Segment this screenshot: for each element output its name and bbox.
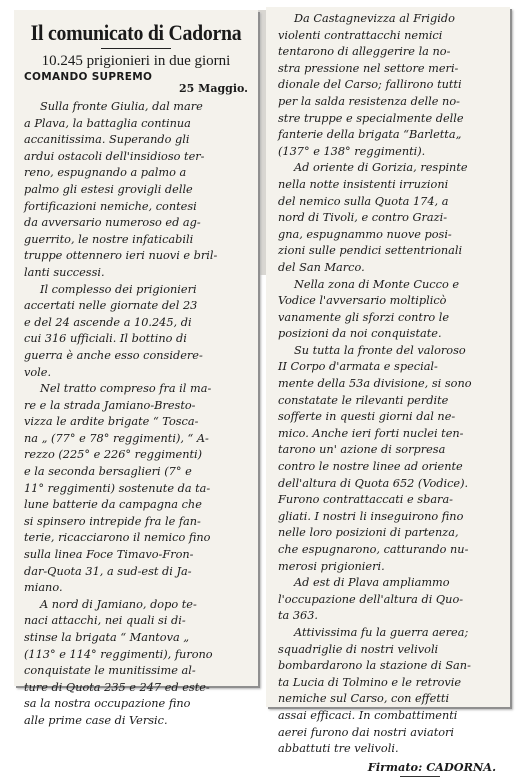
text-line: constatate le rilevanti perdite [278,393,449,407]
text-line: Su tutta la fronte del valoroso [294,343,466,357]
text-line: e la seconda bersaglieri (7° e [24,465,192,479]
text-line: A nord di Jamiano, dopo te- [40,597,197,611]
text-line: merosi prigionieri. [278,559,385,573]
text-line: Sulla fronte Giulia, dal mare [40,100,203,113]
text-line: e del 24 ascende a 10.245, di [24,315,192,329]
text-line: dionale del Carso; fallirono tutti [278,78,462,92]
text-line: fortificazioni nemiche, contesi [24,199,197,213]
text-line: alle prime case di Versic. [24,713,168,727]
text-line: fanterie della brigata “Barletta„ [278,128,462,142]
text-line: nemiche sul Carso, con effetti [278,692,450,706]
paragraph [14,597,258,730]
text-line: mico. Anche ieri forti nuclei ten- [278,426,464,440]
text-line: accertati nelle giornate del 23 [24,299,198,313]
text-line: lune batterie da campagna che [24,498,202,512]
text-line: tarono un' azione di sorpresa [278,443,446,457]
text-line: posizioni da noi conquistate. [278,327,442,341]
text-line: truppe ottennero ieri nuovi e bril- [24,249,218,263]
text-line: Da Castagnevizza al Frigido [294,12,455,25]
text-line: lanti successi. [24,265,105,279]
text-line: guerrito, le nostre infaticabili [24,232,194,246]
text-line: ture di Quota 235 e 247 ed este- [24,680,210,694]
text-line: vizza le ardite brigate “ Tosca- [24,415,199,429]
text-line: del San Marco. [278,260,365,274]
text-line: zioni sulle pendici settentrionali [278,244,463,258]
text-line: da avversario numeroso ed ag- [24,216,201,230]
text-line: Attivissima fu la guerra aerea; [294,625,469,639]
text-line: ta 363. [278,609,319,623]
text-line: accanitissima. Superando gli [24,133,190,147]
clipping-edge [258,10,266,275]
text-line: Furono contrattaccati e sbara- [278,493,454,507]
text-line: vanamente gli sforzi contro le [278,310,450,324]
text-line: stre truppe e specialmente delle [278,111,464,125]
paragraph [266,11,510,160]
text-line: 11° reggimenti) sostenute da ta- [24,481,211,495]
text-line: re e la strada Jamiano-Bresto- [24,398,196,412]
text-line: abbattuti tre velivoli. [278,742,399,756]
text-line: na „ (77° e 78° reggimenti), “ A- [24,431,209,445]
text-line: tentarono di alleggerire la no- [278,45,451,59]
text-line: stinse la brigata “ Mantova „ [24,631,190,644]
text-line: violenti contrattacchi nemici [278,28,443,42]
text-line: ardui ostacoli dell'insidioso ter- [24,149,205,163]
text-line: si spinsero intrepide fra le fan- [24,514,201,528]
text-line: vole. [24,365,52,379]
text-line: palmo gli estesi grovigli delle [24,182,193,196]
text-line: sa la nostra occupazione fino [24,697,191,711]
text-line: (113° e 114° reggimenti), furono [24,647,213,661]
text-line: gliati. I nostri li inseguirono fino [278,509,464,523]
text-line: dell'altura di Quota 652 (Vodice). [278,476,469,490]
text-line: stra pressione nel settore meri- [278,61,459,75]
text-line: dar-Quota 31, a sud-est di Ja- [24,564,192,578]
section-heading: COMANDO SUPREMO [24,71,153,83]
text-line: nella notte insistenti irruzioni [278,177,449,191]
text-line: aerei furono dai nostri aviatori [278,725,455,739]
text-line: ta Lucia di Tolmino e le retrovie [278,675,462,689]
text-line: che espugnarono, catturando nu- [278,543,469,556]
text-line: naci attacchi, nei quali si di- [24,614,186,628]
text-line: sofferte in questi giorni dal ne- [278,410,456,424]
text-line: nelle loro posizioni di partenza, [278,526,459,540]
text-line: del nemico sulla Quota 174, a [278,194,449,208]
paragraph [14,381,258,597]
text-line: assai efficaci. In combattimenti [278,708,458,722]
text-line: (137° e 138° reggimenti). [278,144,426,158]
signature: Firmato: CADORNA. [367,759,496,774]
text-line: a Plava, la battaglia continua [24,116,191,130]
paragraph [14,282,258,382]
paragraph [266,160,510,276]
text-line: rezzo (225° e 226° reggimenti) [24,448,203,462]
text-line: II Corpo d'armata e special- [278,360,438,374]
article-subtitle: 10.245 prigionieri in due giorni [41,53,231,69]
paragraph [266,575,510,625]
text-line: guerra è anche esso considere- [24,348,203,362]
text-line: conquistate le munitissime al- [24,664,196,678]
text-line: l'occupazione dell'altura di Quo- [278,592,464,606]
text-line: sulla linea Foce Timavo-Fron- [24,548,194,562]
dateline: 25 Maggio. [179,82,248,95]
text-line: mente della 53a divisione, si sono [278,377,472,391]
clipping-right-column [266,7,510,774]
text-line: reno, espugnando a palmo a [24,166,187,180]
title-rule [101,48,171,49]
text-line: Il complesso dei prigionieri [40,282,197,296]
text-line: contro le nostre linee ad oriente [278,460,463,474]
paragraph [266,343,510,575]
clipping-left-column [14,10,258,727]
left-column-body [14,99,258,730]
text-line: Vodice l'avversario moltiplicò [278,294,447,308]
text-line: gna, espugnammo nuove posi- [278,227,452,241]
article-title: Il comunicato di Cadorna [30,20,242,45]
text-line: Nel tratto compreso fra il ma- [40,382,212,396]
text-line: per la salda resistenza delle no- [278,94,460,108]
paragraph [266,277,510,343]
text-line: bombardarono la stazione di San- [278,659,471,673]
text-line: Ad est di Plava ampliammo [294,576,450,590]
text-line: Nella zona di Monte Cucco e [294,277,460,291]
text-line: terie, ricacciarono il nemico fino [24,531,211,545]
paragraph [266,625,510,758]
text-line: squadriglie di nostri velivoli [278,642,439,656]
paragraph [14,99,258,282]
right-column-body [266,11,510,758]
text-line: Ad oriente di Gorizia, respinte [294,161,468,175]
text-line: miano. [24,581,63,595]
text-line: cui 316 ufficiali. Il bottino di [24,332,187,346]
text-line: nord di Tivoli, e contro Grazi- [278,211,448,225]
